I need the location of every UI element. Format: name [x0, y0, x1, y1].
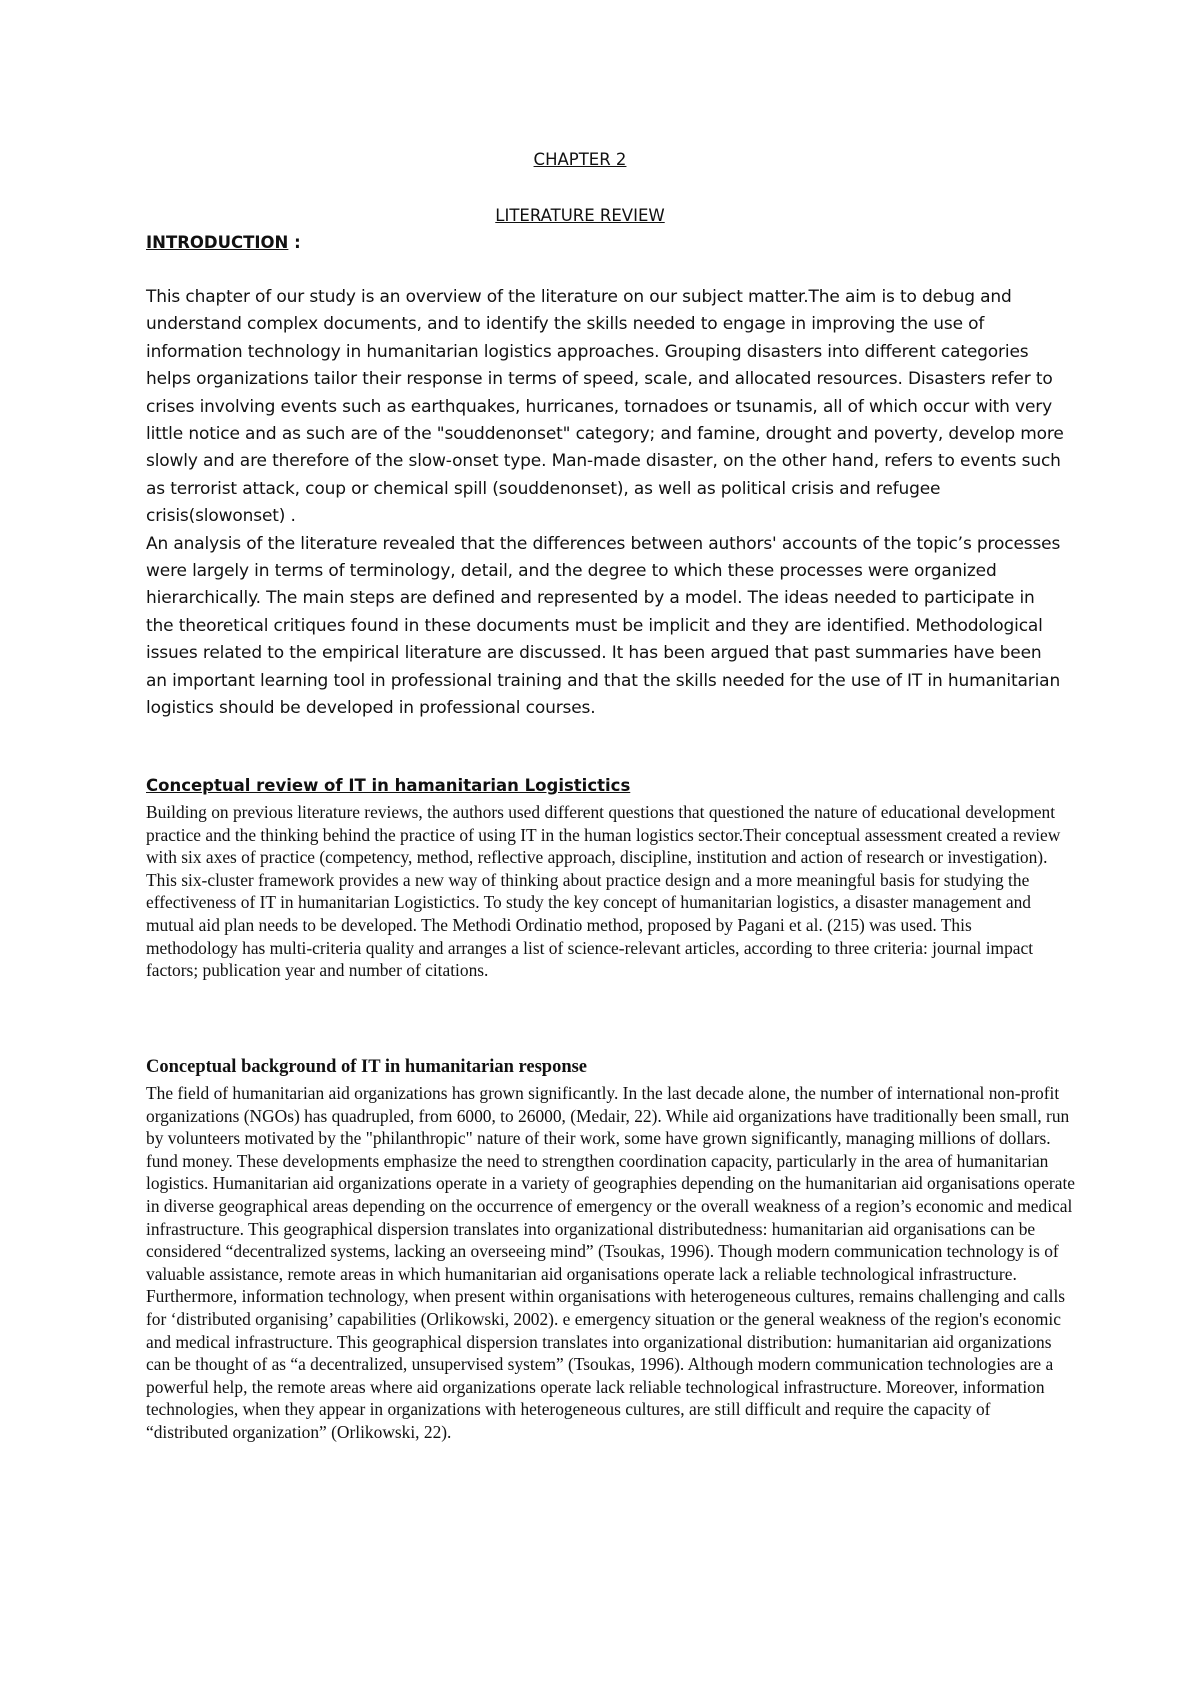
introduction-paragraph-2: An analysis of the literature revealed that the differences between authors' accounts of the topic’s processes were largely in terms of terminology, detail, and the degree to which these processes were organized hierarchically. The main steps are defined and represented by a model. The ideas needed to participate in the theoretical critiques found in these documents must be implicit and they are identified. Methodological issues related to the empirical literature are discussed. It has been argued that past summaries have been an important learning tool in professional training and that the skills needed for the use of IT in humanitarian logistics should be developed in professional courses.: [146, 533, 1061, 719]
section-heading-conceptual-review: Conceptual review of IT in hamanitarian Logistictics: [146, 776, 631, 795]
section-heading-conceptual-background: Conceptual background of IT in humanitarian response: [146, 1057, 588, 1077]
chapter-label: CHAPTER 2: [533, 150, 627, 169]
chapter-title: LITERATURE REVIEW: [495, 206, 665, 225]
section-body-conceptual-review: Building on previous literature reviews, the authors used different questions that questioned the nature of educational development practice and the thinking behind the practice of using IT in the human logistics sector.Their conceptual assessment created a review with six axes of practice (competency, method, reflective approach, discipline, institution and action of research or investigation). This six-cluster framework provides a new way of thinking about practice design and a more meaningful basis for studying the effectiveness of IT in humanitarian Logistictics. To study the key concept of humanitarian logistics, a disaster management and mutual aid plan needs to be developed. The Methodi Ordinatio method, proposed by Pagani et al. (215) was used. This methodology has multi-criteria quality and arranges a list of science-relevant articles, according to three criteria: journal impact factors; publication year and number of citations.: [146, 802, 1061, 981]
introduction-paragraph-1: This chapter of our study is an overview of the literature on our subject matter.The aim is to debug and understand complex documents, and to identify the skills needed to engage in improving the use of information technology in humanitarian logistics approaches. Grouping disasters into different categories helps organizations tailor their response in terms of speed, scale, and allocated resources. Disasters refer to crises involving events such as earthquakes, hurricanes, tornadoes or tsunamis, all of which occur with very little notice and as such are of the "souddenonset" category; and famine, drought and poverty, develop more slowly and are therefore of the slow-onset type. Man-made disaster, on the other hand, refers to events such as terrorist attack, coup or chemical spill (souddenonset), as well as political crisis and refugee crisis(slowonset) .: [146, 287, 1064, 527]
introduction-heading: [146, 233, 301, 252]
introduction-heading-colon: :: [288, 233, 301, 252]
introduction-heading-text: INTRODUCTION: [146, 233, 289, 252]
introduction-body: [146, 284, 1066, 723]
section-body-conceptual-background: The field of humanitarian aid organizations has grown significantly. In the last decade alone, the number of international non-profit organizations (NGOs) has quadrupled, from 6000, to 26000, (Medair, 22). While aid organizations have traditionally been small, run by volunteers motivated by the "philanthropic" nature of their work, some have grown significantly, managing millions of dollars. fund money. These developments emphasize the need to strengthen coordination capacity, particularly in the area of humanitarian logistics. Humanitarian aid organizations operate in a variety of geographies depending on the humanitarian aid organisations operate in diverse geographical areas depending on the occurrence of emergency or the overall weakness of a region’s economic and medical infrastructure. This geographical dispersion translates into organizational distributedness: humanitarian aid organisations can be considered “decentralized systems, lacking an overseeing mind” (Tsoukas, 1996). Though modern communication technology is of valuable assistance, remote areas in which humanitarian aid organisations operate lack a reliable technological infrastructure. Furthermore, information technology, when present within organisations with heterogeneous cultures, remains challenging and calls for ‘distributed organising’ capabilities (Orlikowski, 2002). e emergency situation or the general weakness of the region's economic and medical infrastructure. This geographical dispersion translates into organizational distribution: humanitarian aid organizations can be thought of as “a decentralized, unsupervised system” (Tsoukas, 1996). Although modern communication technologies are a powerful help, the remote areas where aid organizations operate lack reliable technological infrastructure. Moreover, information technologies, when they appear in organizations with heterogeneous cultures, are still difficult and require the capacity of “distributed organization” (Orlikowski, 22).: [146, 1083, 1075, 1442]
